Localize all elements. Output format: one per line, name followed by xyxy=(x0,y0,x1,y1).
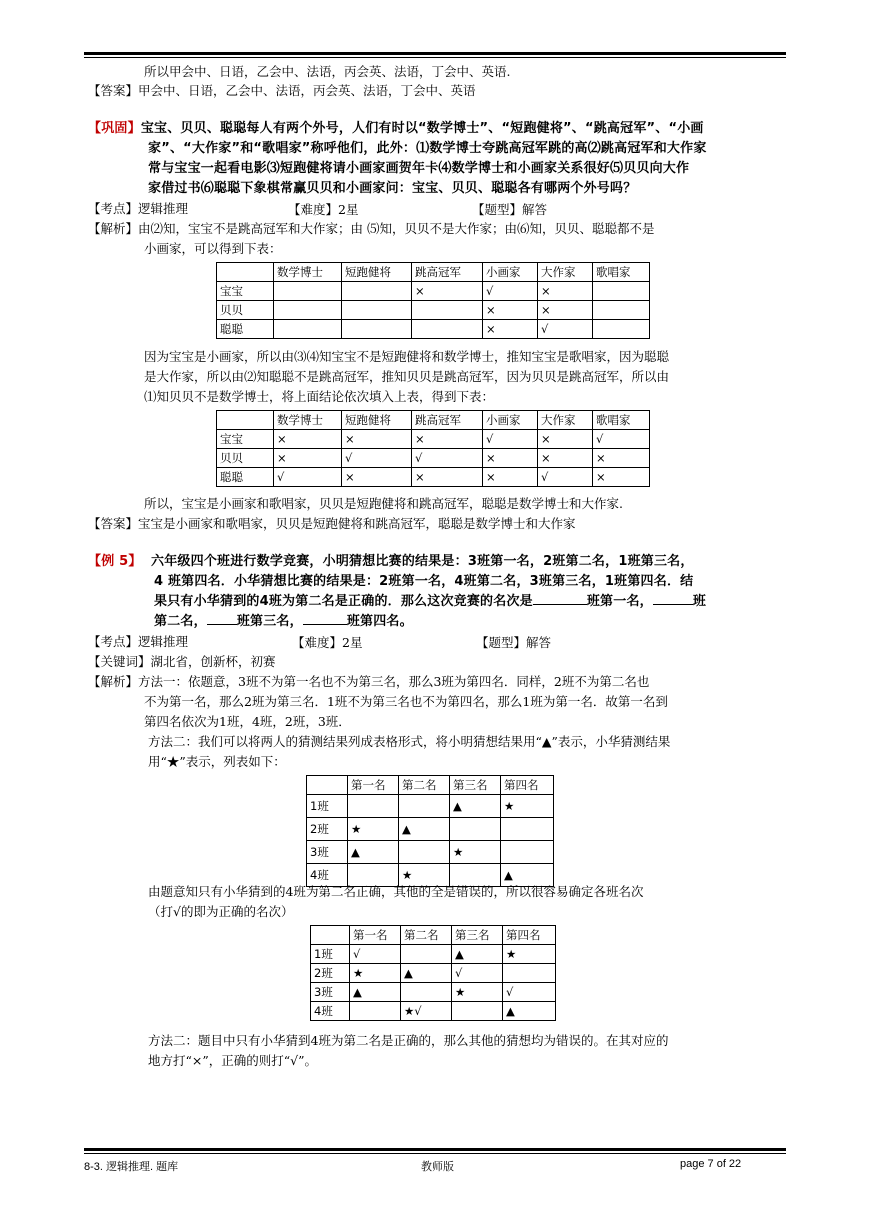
table-cell: × xyxy=(483,301,538,320)
question-text: 班第四名。 xyxy=(346,614,413,629)
gonggu-question-line: 常与宝宝一起看电影⑶短跑健将请小画家画贺年卡⑷数学博士和小画家关系很好⑸贝贝向大作 xyxy=(148,161,690,176)
footer-rule-thin xyxy=(84,1153,786,1154)
jiexi-tag: 【解析】 xyxy=(88,221,139,236)
jiexi-line xyxy=(88,220,655,238)
table-cell: √ xyxy=(503,983,556,1002)
gonggu-question-line xyxy=(88,120,704,138)
table-cell xyxy=(401,945,452,964)
table-cell: ★ xyxy=(501,795,554,818)
table-header-cell xyxy=(217,411,274,430)
footer-center: 教师版 xyxy=(421,1161,454,1173)
table-row xyxy=(217,301,650,320)
table-cell xyxy=(274,320,342,339)
table-cell: √ xyxy=(350,945,401,964)
table-cell: √ xyxy=(483,430,538,449)
table-cell: 宝宝 xyxy=(217,282,274,301)
guanjianci-tag: 【关键词】 xyxy=(88,654,151,669)
footer-rule xyxy=(84,1148,786,1151)
table-cell: 聪聪 xyxy=(217,320,274,339)
table-cell: × xyxy=(342,468,412,487)
table-cell: 4班 xyxy=(311,1002,350,1021)
gonggu-question-line: 家借过书⑹聪聪下象棋常赢贝贝和小画家问：宝宝、贝贝、聪聪各有哪两个外号吗？ xyxy=(148,181,637,196)
jiexi-line: （打√的即为正确的名次） xyxy=(148,904,294,919)
answer-blank[interactable] xyxy=(533,604,587,605)
gonggu-question-line: 家”、“大作家”和“歌唱家”称呼他们，此外：⑴数学博士夸跳高冠军跳的高⑵跳高冠军和大作家 xyxy=(148,141,707,156)
table-cell xyxy=(412,301,483,320)
table-cell: 4班 xyxy=(307,864,348,887)
table-cell xyxy=(274,301,342,320)
table-cell: √ xyxy=(593,430,650,449)
table-row xyxy=(307,841,554,864)
jiexi-line: 方法二：我们可以将两人的猜测结果列成表格形式，将小明猜想结果用“▲”表示，小华猜测结果 xyxy=(148,734,671,749)
table-header-cell: 跳高冠军 xyxy=(412,411,483,430)
table-cell: × xyxy=(342,430,412,449)
table-header-cell: 第四名 xyxy=(503,926,556,945)
table-cell: √ xyxy=(538,320,593,339)
li5-question-line: 4 班第四名．小华猜想比赛的结果是：2班第一名，4班第二名，3班第三名，1班第四名．结 xyxy=(154,574,694,589)
li5-question-line xyxy=(154,593,706,611)
header-rule-thin xyxy=(84,57,786,58)
table-header-cell: 数学博士 xyxy=(274,263,342,282)
table-cell: ★ xyxy=(503,945,556,964)
table-header-cell xyxy=(217,263,274,282)
table-header-cell: 歌唱家 xyxy=(593,263,650,282)
tixing-value: 解答 xyxy=(526,635,552,650)
li5-meta xyxy=(88,633,188,651)
question-text: 果只有小华猜到的4班为第二名是正确的．那么这次竞赛的名次是 xyxy=(154,594,533,609)
jiexi-tag: 【解析】 xyxy=(88,674,139,689)
jiexi-line: 是大作家，所以由⑵知聪聪不是跳高冠军，推知贝贝是跳高冠军，因为贝贝是跳高冠军，所以由 xyxy=(144,369,670,384)
li5-tag: 【例 5】 xyxy=(88,554,142,569)
table-row xyxy=(311,964,556,983)
table-cell: ▲ xyxy=(348,841,399,864)
table-header-row xyxy=(307,776,554,795)
table-cell xyxy=(593,320,650,339)
table-cell: 2班 xyxy=(307,818,348,841)
header-rule xyxy=(84,52,786,55)
table-row xyxy=(217,430,650,449)
table-header-cell: 大作家 xyxy=(538,263,593,282)
table-cell xyxy=(593,282,650,301)
table-row xyxy=(311,945,556,964)
table-nicknames-final xyxy=(216,410,650,487)
table-cell: √ xyxy=(412,449,483,468)
table-cell: ★ xyxy=(399,864,450,887)
table-header-cell: 第三名 xyxy=(452,926,503,945)
table-cell: × xyxy=(412,468,483,487)
gonggu-meta xyxy=(88,200,188,218)
table-header-cell: 第二名 xyxy=(401,926,452,945)
table-cell: ★√ xyxy=(401,1002,452,1021)
table-header-row xyxy=(217,411,650,430)
table-cell: ★ xyxy=(348,818,399,841)
question-text: 第二名， xyxy=(154,614,207,629)
table-header-cell xyxy=(307,776,348,795)
table-cell xyxy=(452,1002,503,1021)
question-text: 六年级四个班进行数学竞赛，小明猜想比赛的结果是：3班第一名，2班第二名，1班第三名， xyxy=(151,554,694,569)
table-cell: × xyxy=(483,320,538,339)
table-cell: × xyxy=(412,430,483,449)
gonggu-tag: 【巩固】 xyxy=(88,121,141,136)
table-cell: √ xyxy=(483,282,538,301)
nandu xyxy=(288,200,358,218)
tixing-value: 解答 xyxy=(522,202,548,217)
table-cell xyxy=(450,818,501,841)
jiexi-text: 方法一：依题意，3班不为第一名也不为第三名，那么3班为第四名．同样，2班不为第二名也 xyxy=(138,674,650,689)
table-cell: × xyxy=(483,468,538,487)
table-row xyxy=(217,320,650,339)
table-cell: ▲ xyxy=(450,795,501,818)
tixing xyxy=(476,633,551,651)
li5-question-line xyxy=(154,613,413,631)
table-cell: ▲ xyxy=(503,1002,556,1021)
jiexi-line: 方法二：题目中只有小华猜到4班为第二名是正确的，那么其他的猜想均为错误的。在其对应的 xyxy=(148,1033,669,1048)
table-cell xyxy=(350,1002,401,1021)
table-row xyxy=(307,818,554,841)
jiexi-line: ⑴知贝贝不是数学博士，将上面结论依次填入上表，得到下表： xyxy=(144,389,495,404)
table-cell: √ xyxy=(342,449,412,468)
table-header-cell xyxy=(311,926,350,945)
table-result xyxy=(310,925,556,1021)
nandu-value: 2星 xyxy=(338,202,359,217)
gonggu-answer xyxy=(88,515,576,533)
page-number: page 7 of 22 xyxy=(680,1158,742,1170)
table-cell: × xyxy=(538,430,593,449)
jiexi-line: 由题意知只有小华猜到的4班为第二名正确，其他的全是错误的，所以很容易确定各班名次 xyxy=(148,884,644,899)
table-cell: ★ xyxy=(350,964,401,983)
table-cell xyxy=(348,795,399,818)
jiexi-line: 用“★”表示，列表如下： xyxy=(148,754,286,769)
table-cell xyxy=(342,282,412,301)
table-cell: √ xyxy=(538,468,593,487)
table-cell: ▲ xyxy=(399,818,450,841)
table-cell: ★ xyxy=(452,983,503,1002)
table-cell: × xyxy=(274,449,342,468)
table-cell: 3班 xyxy=(311,983,350,1002)
answer-blank[interactable] xyxy=(653,604,693,605)
table-row xyxy=(307,795,554,818)
question-text: 宝宝、贝贝、聪聪每人有两个外号，人们有时以“数学博士”、“短跑健将”、“跳高冠军”、“小画 xyxy=(140,121,704,136)
table-cell: × xyxy=(538,301,593,320)
table-cell xyxy=(274,282,342,301)
table-header-cell: 短跑健将 xyxy=(342,411,412,430)
answer-text: 宝宝是小画家和歌唱家，贝贝是短跑健将和跳高冠军，聪聪是数学博士和大作家 xyxy=(138,516,576,531)
jiexi-line: 不为第一名，那么2班为第三名．1班不为第三名也不为第四名，那么1班为第一名．故第一名到 xyxy=(144,694,668,709)
table-row xyxy=(217,468,650,487)
table-guesses xyxy=(306,775,554,887)
table-cell xyxy=(593,301,650,320)
table-cell xyxy=(401,983,452,1002)
table-header-row xyxy=(217,263,650,282)
table-row xyxy=(311,983,556,1002)
question-text: 班第三名， xyxy=(236,614,303,629)
guanjianci-value: 湖北省，创新杯，初赛 xyxy=(150,654,276,669)
table-header-cell: 大作家 xyxy=(538,411,593,430)
table-header-cell: 第一名 xyxy=(350,926,401,945)
table-header-cell: 第三名 xyxy=(450,776,501,795)
table-nicknames-partial xyxy=(216,262,650,339)
prev-answer xyxy=(88,82,476,100)
answer-blank[interactable] xyxy=(303,624,347,625)
table-cell xyxy=(412,320,483,339)
kaodian-value: 逻辑推理 xyxy=(138,201,189,216)
table-cell: 1班 xyxy=(311,945,350,964)
table-cell xyxy=(501,818,554,841)
table-cell: × xyxy=(274,430,342,449)
table-header-cell: 第四名 xyxy=(501,776,554,795)
nandu-tag: 【难度】 xyxy=(292,635,343,650)
jiexi-line: 第四名依次为1班，4班，2班，3班． xyxy=(144,714,351,729)
table-cell: √ xyxy=(274,468,342,487)
jiexi-line: 地方打“×”，正确的则打“√”。 xyxy=(148,1053,318,1068)
nandu-tag: 【难度】 xyxy=(288,202,339,217)
prev-solution-line: 所以甲会中、日语，乙会中、法语，丙会英、法语，丁会中、英语. xyxy=(144,64,511,79)
table-header-cell: 歌唱家 xyxy=(593,411,650,430)
li5-keywords xyxy=(88,653,276,671)
table-cell: × xyxy=(412,282,483,301)
table-cell: 聪聪 xyxy=(217,468,274,487)
table-cell: 3班 xyxy=(307,841,348,864)
table-cell: 贝贝 xyxy=(217,301,274,320)
table-cell: ▲ xyxy=(350,983,401,1002)
table-cell xyxy=(503,964,556,983)
table-cell: × xyxy=(538,449,593,468)
table-cell: √ xyxy=(452,964,503,983)
tixing-tag: 【题型】 xyxy=(476,635,527,650)
table-cell: 2班 xyxy=(311,964,350,983)
table-cell: ▲ xyxy=(452,945,503,964)
table-cell: ▲ xyxy=(401,964,452,983)
kaodian-value: 逻辑推理 xyxy=(138,634,189,649)
table-cell: × xyxy=(593,449,650,468)
footer-left: 8-3. 逻辑推理. 题库 xyxy=(84,1161,179,1173)
kaodian-tag: 【考点】 xyxy=(88,201,139,216)
table-cell: 贝贝 xyxy=(217,449,274,468)
question-text: 班第一名， xyxy=(586,594,653,609)
jiexi-text: 由⑵知，宝宝不是跳高冠军和大作家；由 ⑸知，贝贝不是大作家；由⑹知，贝贝、聪聪都不是 xyxy=(138,221,655,236)
nandu xyxy=(292,633,362,651)
table-cell: × xyxy=(538,282,593,301)
jiexi-line xyxy=(88,673,649,691)
table-header-cell: 短跑健将 xyxy=(342,263,412,282)
answer-tag: 【答案】 xyxy=(88,83,139,98)
li5-question-line xyxy=(88,553,694,571)
jiexi-line: 小画家，可以得到下表： xyxy=(144,241,282,256)
table-header-cell: 小画家 xyxy=(483,263,538,282)
table-cell xyxy=(342,320,412,339)
nandu-value: 2星 xyxy=(342,635,363,650)
table-cell: ▲ xyxy=(501,864,554,887)
tixing xyxy=(472,200,547,218)
jiexi-line: 所以，宝宝是小画家和歌唱家，贝贝是短跑健将和跳高冠军，聪聪是数学博士和大作家. xyxy=(144,496,623,511)
table-cell xyxy=(399,795,450,818)
table-header-cell: 第二名 xyxy=(399,776,450,795)
answer-blank[interactable] xyxy=(207,624,237,625)
answer-text: 甲会中、日语，乙会中、法语，丙会英、法语，丁会中、英语 xyxy=(138,83,476,98)
table-header-cell: 第一名 xyxy=(348,776,399,795)
table-cell: × xyxy=(593,468,650,487)
jiexi-line: 因为宝宝是小画家，所以由⑶⑷知宝宝不是短跑健将和数学博士，推知宝宝是歌唱家，因为聪聪 xyxy=(144,349,670,364)
question-text: 班 xyxy=(692,594,707,609)
tixing-tag: 【题型】 xyxy=(472,202,523,217)
table-header-cell: 跳高冠军 xyxy=(412,263,483,282)
table-cell: 1班 xyxy=(307,795,348,818)
table-cell xyxy=(501,841,554,864)
table-row xyxy=(217,282,650,301)
table-row xyxy=(311,1002,556,1021)
table-header-cell: 小画家 xyxy=(483,411,538,430)
table-header-row xyxy=(311,926,556,945)
table-cell xyxy=(342,301,412,320)
table-row xyxy=(217,449,650,468)
table-header-cell: 数学博士 xyxy=(274,411,342,430)
answer-tag: 【答案】 xyxy=(88,516,139,531)
table-cell xyxy=(399,841,450,864)
table-cell: 宝宝 xyxy=(217,430,274,449)
table-cell: ★ xyxy=(450,841,501,864)
table-cell: × xyxy=(483,449,538,468)
kaodian-tag: 【考点】 xyxy=(88,634,139,649)
